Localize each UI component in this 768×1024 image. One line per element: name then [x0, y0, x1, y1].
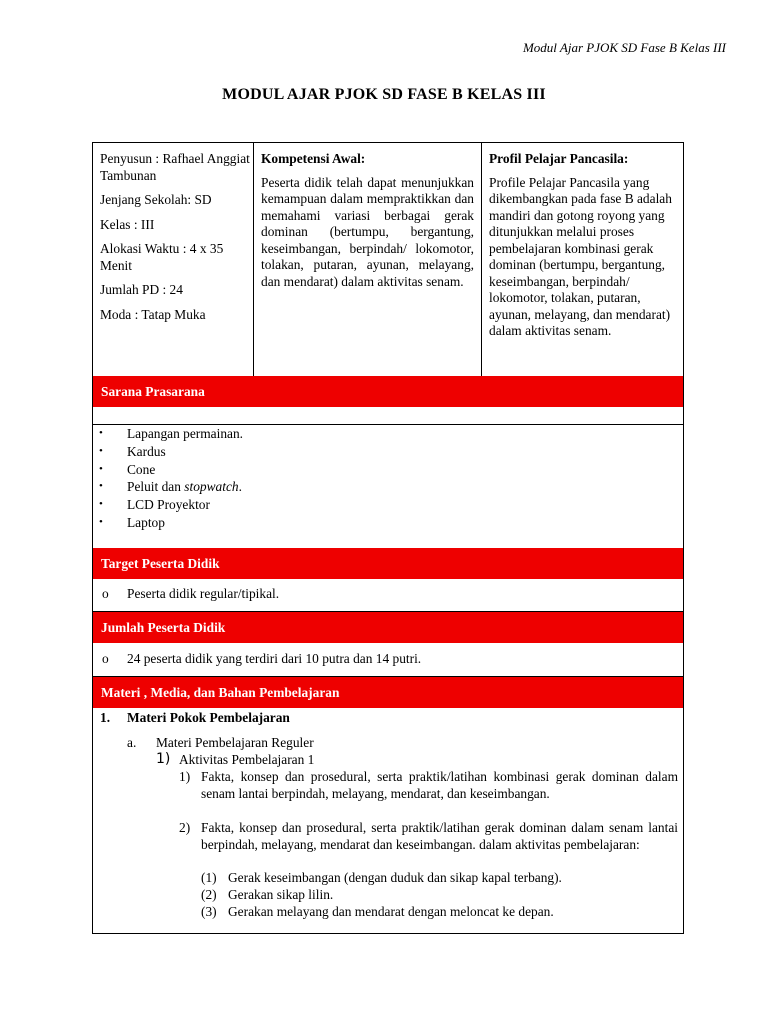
jumlah-heading: Jumlah Peserta Didik — [93, 612, 683, 643]
sarana-list: • Lapangan permainan. • Kardus • Cone • Peluit dan stopwatch. • LCD Proyektor • Laptop — [99, 426, 243, 530]
moda-text: Moda : Tatap Muka — [100, 306, 206, 322]
column-divider — [481, 143, 482, 376]
target-heading: Target Peserta Didik — [93, 548, 683, 579]
document-title: MODUL AJAR PJOK SD FASE B KELAS III — [222, 86, 546, 103]
materi-heading: Materi , Media, dan Bahan Pembelajaran — [93, 677, 683, 708]
alokasi-text: Alokasi Waktu : 4 x 35 Menit — [100, 241, 224, 273]
point-1-text: Fakta, konsep dan prosedural, serta praktik/latihan kombinasi gerak dominan dalam senam lantai berpindah, melayang, mendarat, dan keseimbangan. — [201, 769, 678, 801]
running-header: Modul Ajar PJOK SD Fase B Kelas III — [522, 40, 726, 55]
materi-a-label: a. — [127, 735, 137, 750]
info-cell — [100, 151, 250, 323]
jumlah-pd-text: Jumlah PD : 24 — [100, 282, 183, 297]
materi-content — [93, 709, 683, 933]
sarana-heading: Sarana Prasarana — [93, 376, 683, 407]
sub-item-1-number: (1) — [201, 870, 217, 885]
module-table: Penyusun : Rafhael Anggiat Tambunan Jenjang Sekolah: SD Kelas : III Alokasi Waktu : 4 x 35 Menit Jumlah PD : 24 Moda : Tatap Muka Kompetensi Awal: Peserta didik telah dapat menunjukkan kemampuan dalam mempraktikkan dan memahami variasi berbagai gerak dominan (bertumpu, bergantung, keseimbangan, berpindah/ lokomotor, tolakan, putaran, ayunan, melayang, dan mendarat) dalam aktivitas senam. Profil Pelajar Pancasila: Profile Pelajar Pancasila yang dikembangkan pada fase B adalah mandiri dan gotong royong yang ditunjukkan melalui proses pembelajaran kombinasi gerak dominan (bertumpu, bergantung, keseimbangan, berpindah/ lokomotor, tolakan, putaran, ayunan, melayang, dan mendarat) dalam aktivitas senam. Sarana Prasarana • Lapangan permainan. • Kardus • Cone • Peluit dan stopwatch. • LCD Proyektor • Laptop Target Peserta Didik o Peserta didik regular/tipikal. Jumlah Peserta Didik o 24 peserta didik yang terdiri dari 10 putra dan 14 putri. Materi , Media, dan Bahan Pembelajaran 1. Materi Pokok Pembelajaran a. Materi Pembelajaran Reguler 1) Aktivitas Pembelajaran 1 1) Fakta, konsep dan prosedural, serta praktik/latihan kombinasi gerak dominan dalam senam lantai berpindah, melayang, mendarat, dan keseimbangan. 2) Fakta, konsep dan prosedural, serta praktik/latihan gerak dominan dalam senam lantai berpindah, melayang, mendarat dan keseimbangan. dalam aktivitas pembelajaran: (1) Gerak keseimbangan (dengan duduk dan sikap kapal terbang). (2) Gerakan sikap lilin. (3) Gerakan melayang dan mendarat dengan meloncat ke depan. — [92, 142, 684, 934]
materi-sub1-title: Materi Pokok Pembelajaran — [127, 710, 290, 725]
materi-sub1-number: 1. — [100, 710, 111, 725]
sub-item-3-number: (3) — [201, 904, 217, 919]
point-1-number: 1) — [179, 769, 191, 784]
aktivitas-number: 1) — [156, 751, 171, 767]
penyusun-text: Penyusun : Rafhael Anggiat Tambunan — [100, 151, 250, 183]
stopwatch-italic: stopwatch — [184, 479, 239, 495]
profil-cell — [489, 151, 679, 340]
jenjang-text: Jenjang Sekolah: SD — [100, 192, 212, 207]
kompetensi-cell — [261, 151, 474, 290]
point-2-number: 2) — [179, 820, 191, 835]
kompetensi-heading: Kompetensi Awal: — [261, 151, 366, 166]
materi-a-text: Materi Pembelajaran Reguler — [156, 735, 314, 750]
sub-item-1-text: Gerak keseimbangan (dengan duduk dan sikap kapal terbang). — [228, 870, 562, 885]
sub-item-2-text: Gerakan sikap lilin. — [228, 887, 334, 902]
kompetensi-text: Peserta didik telah dapat menunjukkan kemampuan dalam mempraktikkan dan memahami variasi berbagai gerak dominan (bertumpu, bergantung, keseimbangan, berpindah/ lokomotor, tolakan, putaran, ayunan, melayang, dan mendarat) dalam aktivitas senam. — [261, 174, 474, 289]
kelas-text: Kelas : III — [100, 216, 155, 232]
sub-item-3-text: Gerakan melayang dan mendarat dengan meloncat ke depan. — [228, 904, 554, 919]
aktivitas-text: Aktivitas Pembelajaran 1 — [179, 752, 315, 767]
profil-heading: Profil Pelajar Pancasila: — [489, 151, 629, 166]
column-divider — [253, 143, 254, 376]
profil-text: Profile Pelajar Pancasila yang dikembangkan pada fase B adalah mandiri dan gotong royong yang ditunjukkan melalui proses pembelajaran kombinasi gerak dominan (bertumpu, bergantung, keseimbangan, berpindah/ lokomotor, tolakan, putaran, ayunan, melayang, dan mendarat) dalam aktivitas senam. — [489, 174, 672, 338]
point-2-text: Fakta, konsep dan prosedural, serta praktik/latihan gerak dominan dalam senam lantai berpindah, melayang, mendarat dan keseimbangan. dalam aktivitas pembelajaran: — [201, 820, 678, 852]
sub-item-2-number: (2) — [201, 887, 217, 902]
